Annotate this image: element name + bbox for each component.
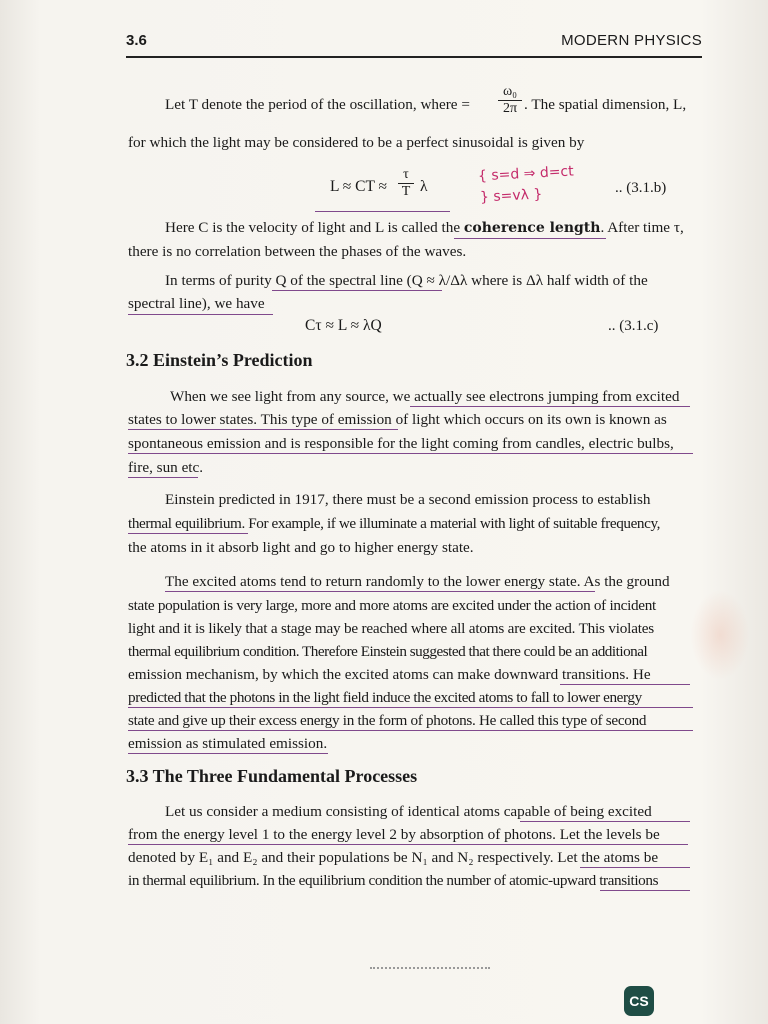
s32-p1-line1: When we see light from any source, we actually see electrons jumping from excited bbox=[170, 388, 680, 405]
section-3-2-heading: 3.2 Einstein’s Prediction bbox=[126, 350, 313, 370]
s32-underline-5 bbox=[128, 533, 248, 534]
para2-line1c: . After time τ, bbox=[600, 219, 684, 236]
tau-over-t-fraction bbox=[398, 167, 414, 200]
para2-line2: there is no correlation between the phases of the waves. bbox=[128, 243, 467, 260]
page-header bbox=[126, 30, 702, 58]
s32-p3-line8: emission as stimulated emission. bbox=[128, 735, 328, 752]
section-3-3-heading: 3.3 The Three Fundamental Processes bbox=[126, 766, 418, 786]
s32-p1-line4: fire, sun etc. bbox=[128, 459, 204, 476]
para2-line3: In terms of purity Q of the spectral line (Q ≈ λ/Δλ where is Δλ half width of the bbox=[165, 272, 648, 289]
para1-line2: for which the light may be considered to be a perfect sinusoidal is given by bbox=[128, 134, 585, 151]
s32-underline-1 bbox=[410, 406, 690, 407]
spectral-line-underline bbox=[128, 314, 273, 315]
s32-underline-8 bbox=[128, 707, 693, 708]
camscanner-logo: CS bbox=[624, 986, 654, 1016]
handwritten-note-line2: } s=vλ } bbox=[479, 186, 543, 206]
s33-p1-line1: Let us consider a medium consisting of identical atoms capable of being excited bbox=[165, 803, 652, 820]
s32-underline-3 bbox=[128, 453, 693, 454]
para2-line1 bbox=[165, 219, 684, 237]
s32-underline-9 bbox=[128, 730, 693, 731]
s33-p1-line3: denoted by E₁ and E₂ and their populations be N₁ and N₂ respectively. Let the atoms be bbox=[128, 849, 659, 866]
s33-p1-line4: in thermal equilibrium. In the equilibrium condition the number of atomic-upward transitions bbox=[128, 872, 659, 889]
s32-underline-2 bbox=[128, 429, 398, 430]
tau-over-t-num: τ bbox=[398, 167, 414, 184]
omega-fraction-den: 2π bbox=[502, 101, 518, 116]
s32-p3-line1: The excited atoms tend to return randomly to the lower energy state. As the ground bbox=[165, 573, 670, 590]
page-stain bbox=[690, 590, 750, 680]
para2-line4: spectral line), we have bbox=[128, 295, 265, 312]
s32-p1-line2: states to lower states. This type of emission of light which occurs on its own is known as bbox=[128, 411, 667, 428]
s32-p3-line5: emission mechanism, by which the excited atoms can make downward transitions. He bbox=[128, 666, 651, 683]
s32-underline-6 bbox=[165, 591, 595, 592]
eq1-lhs: L ≈ CT ≈ bbox=[330, 178, 388, 195]
s33-underline-2 bbox=[128, 844, 688, 845]
s32-p2-line1: Einstein predicted in 1917, there must be a second emission process to establish bbox=[165, 491, 651, 508]
s32-p3-line6: predicted that the photons in the light field induce the excited atoms to fall to lower energy bbox=[128, 689, 642, 706]
s33-underline-4 bbox=[600, 890, 690, 891]
eq1-number: .. (3.1.b) bbox=[615, 180, 667, 196]
s32-p3-line3: light and it is likely that a stage may be reached where all atoms are excited. This violates bbox=[128, 620, 654, 637]
s33-underline-3 bbox=[580, 867, 690, 868]
s33-p1-line2: from the energy level 1 to the energy level 2 by absorption of photons. Let the levels be bbox=[128, 826, 660, 843]
omega-fraction-num: ω₀ bbox=[498, 84, 522, 101]
para1-line1a: Let T denote the period of the oscillation, where = bbox=[165, 96, 470, 113]
bottom-mark bbox=[370, 967, 490, 969]
page-number: 3.6 bbox=[126, 32, 147, 49]
coherence-underline bbox=[454, 238, 606, 239]
s32-underline-10 bbox=[128, 753, 328, 754]
s32-p2-line2: thermal equilibrium. For example, if we illuminate a material with light of suitable frequency, bbox=[128, 515, 661, 532]
s32-p3-line2: state population is very large, more and more atoms are excited under the action of incident bbox=[128, 597, 656, 614]
eq2-expression: Cτ ≈ L ≈ λQ bbox=[305, 317, 382, 334]
eq2-number: .. (3.1.c) bbox=[608, 318, 659, 334]
purity-underline bbox=[272, 290, 442, 291]
para1-line1b: . The spatial dimension, L, bbox=[524, 96, 687, 113]
coherence-length-term: coherence length bbox=[463, 220, 601, 236]
s32-p3-line7: state and give up their excess energy in the form of photons. He called this type of second bbox=[128, 712, 647, 729]
eq1-underline bbox=[315, 211, 450, 212]
omega-fraction bbox=[498, 84, 522, 117]
handwritten-note-line1: { s=d ⇒ d=ct bbox=[477, 163, 575, 185]
s32-p3-line4: thermal equilibrium condition. Therefore Einstein suggested that there could be an additional bbox=[128, 643, 648, 660]
s33-underline-1 bbox=[520, 821, 690, 822]
tau-over-t-den: T bbox=[401, 184, 411, 199]
s32-p2-line3: the atoms in it absorb light and go to higher energy state. bbox=[128, 539, 474, 556]
eq1-rhs: λ bbox=[420, 178, 428, 195]
s32-underline-4 bbox=[128, 477, 198, 478]
s32-p1-line3: spontaneous emission and is responsible for the light coming from candles, electric bulbs, bbox=[128, 435, 674, 452]
running-title: MODERN PHYSICS bbox=[561, 32, 702, 49]
para2-line1a: Here C is the velocity of light and L is called the bbox=[165, 219, 464, 236]
s32-underline-7 bbox=[560, 684, 690, 685]
